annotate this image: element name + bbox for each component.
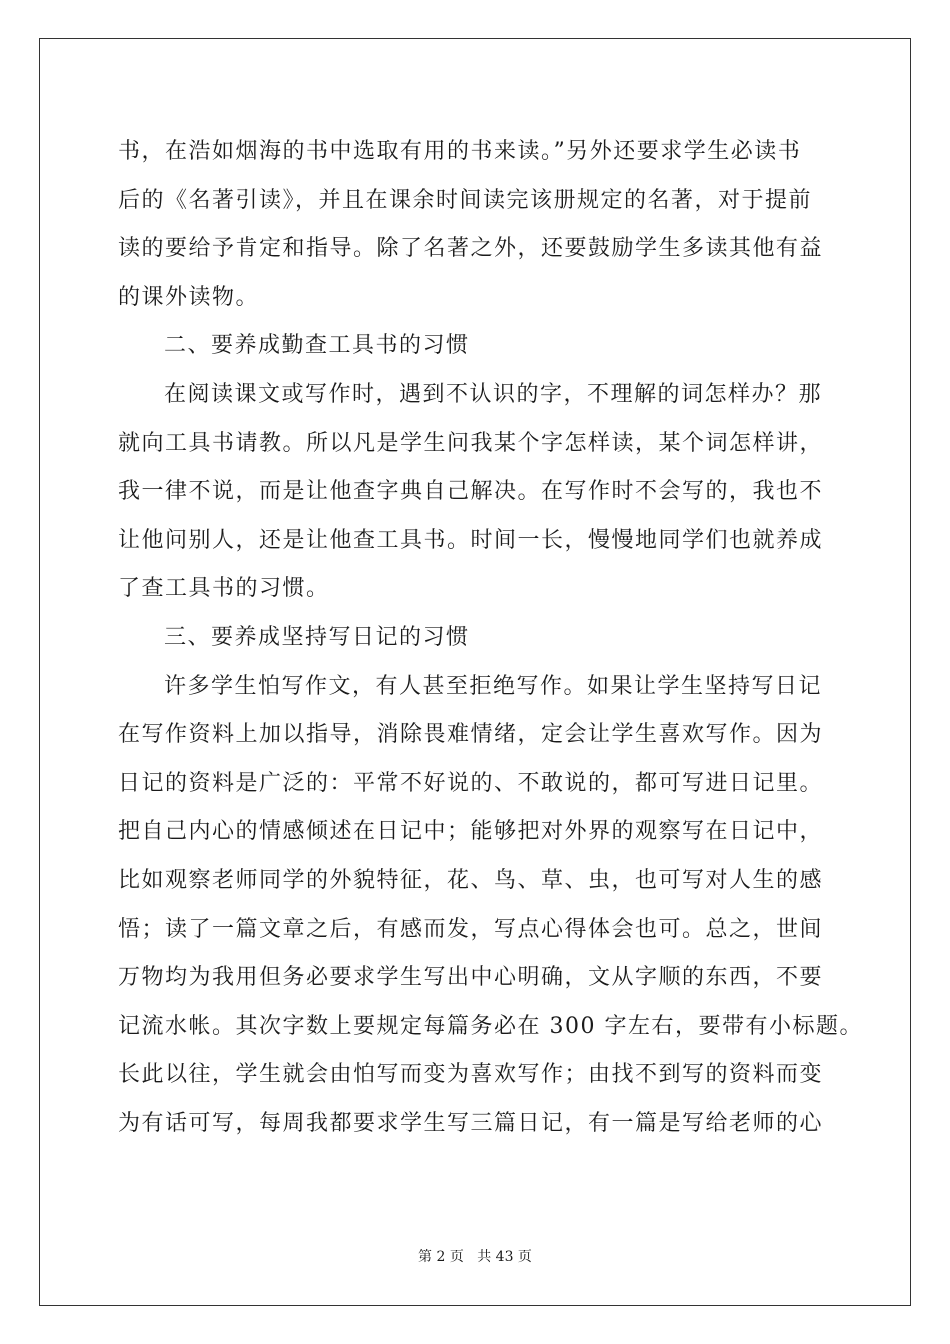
text-line: 记流水帐。其次字数上要规定每篇务必在 300 字左右，要带有小标题。 xyxy=(118,1013,863,1039)
page-total: 共 43 页 xyxy=(477,1249,532,1265)
text-line: 比如观察老师同学的外貌特征，花、鸟、草、虫，也可写对人生的感 xyxy=(118,867,824,893)
text-line: 为有话可写，每周我都要求学生写三篇日记，有一篇是写给老师的心 xyxy=(118,1110,824,1136)
text-line: 二、要养成勤查工具书的习惯 xyxy=(164,333,470,359)
text-line: 万物均为我用但务必要求学生写出中心明确，文从字顺的东西，不要 xyxy=(118,965,824,991)
text-line: 书，在浩如烟海的书中选取有用的书来读。”另外还要求学生必读书 xyxy=(118,139,802,164)
page-number: 第 2 页 xyxy=(418,1249,464,1265)
text-line: 后的《名著引读》，并且在课余时间读完该册规定的名著，对于提前 xyxy=(118,187,813,213)
text-line: 了查工具书的习惯。 xyxy=(118,576,330,602)
text-line: 我一律不说，而是让他查字典自己解决。在写作时不会写的，我也不 xyxy=(118,479,824,505)
text-line: 三、要养成坚持写日记的习惯 xyxy=(164,624,470,650)
document-body xyxy=(118,128,863,1148)
text-line: 悟；读了一篇文章之后，有感而发，写点心得体会也可。总之，世间 xyxy=(118,916,824,942)
text-line: 的课外读物。 xyxy=(118,284,260,310)
text-line: 读的要给予肯定和指导。除了名著之外，还要鼓励学生多读其他有益 xyxy=(118,236,824,262)
page-footer xyxy=(0,1246,950,1266)
text-line: 让他问别人，还是让他查工具书。时间一长，慢慢地同学们也就养成 xyxy=(118,527,824,553)
text-line: 长此以往，学生就会由怕写而变为喜欢写作；由找不到写的资料而变 xyxy=(118,1062,824,1088)
text-line: 日记的资料是广泛的：平常不好说的、不敢说的，都可写进日记里。 xyxy=(118,770,824,796)
text-line: 把自己内心的情感倾述在日记中；能够把对外界的观察写在日记中， xyxy=(118,819,824,845)
text-line: 在写作资料上加以指导，消除畏难情绪，定会让学生喜欢写作。因为 xyxy=(118,722,824,748)
text-line: 在阅读课文或写作时，遇到不认识的字，不理解的词怎样办？那 xyxy=(164,381,823,407)
text-line: 就向工具书请教。所以凡是学生问我某个字怎样读，某个词怎样讲， xyxy=(118,430,824,456)
text-line: 许多学生怕写作文，有人甚至拒绝写作。如果让学生坚持写日记 xyxy=(164,673,823,699)
